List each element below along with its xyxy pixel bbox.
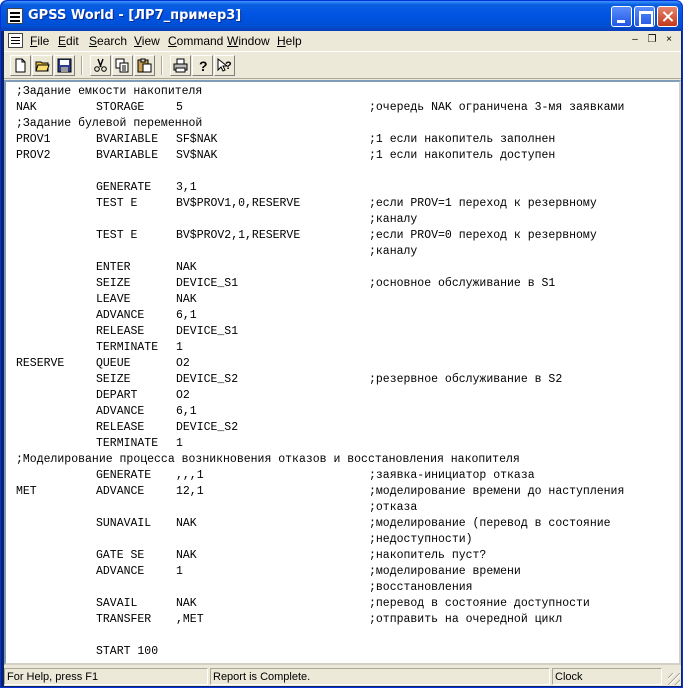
code-comment: ;недоступности) — [369, 533, 473, 546]
code-operation: GENERATE — [96, 469, 152, 482]
code-comment: ;если PROV=1 переход к резервному — [369, 197, 597, 210]
code-line — [6, 452, 679, 468]
code-operation: SEIZE — [96, 373, 131, 386]
code-operand: O2 — [176, 389, 190, 402]
code-comment: ;заявка-инициатор отказа — [369, 469, 535, 482]
open-folder-icon[interactable] — [32, 55, 53, 76]
code-operand: 1 — [176, 437, 183, 450]
mdi-restore-icon[interactable]: ❐ — [647, 34, 657, 45]
code-line — [6, 292, 679, 308]
code-comment: ;очередь NAK ограничена 3-мя заявками — [369, 101, 625, 114]
code-operation: DEPART — [96, 389, 138, 402]
code-comment: ;1 если накопитель заполнен — [369, 133, 556, 146]
code-line — [6, 228, 679, 244]
status-report: Report is Complete. — [210, 668, 550, 685]
cut-icon[interactable] — [90, 55, 111, 76]
code-comment: ;каналу — [369, 213, 418, 226]
code-label: NAK — [16, 101, 37, 114]
code-line — [6, 484, 679, 500]
code-line — [6, 500, 679, 516]
code-operation: ENTER — [96, 261, 131, 274]
code-operation: TERMINATE — [96, 437, 159, 450]
svg-text:?: ? — [225, 60, 232, 72]
code-comment: ;моделирование (перевод в состояние — [369, 517, 611, 530]
code-operand: DEVICE_S1 — [176, 325, 239, 338]
code-operation: START 100 — [96, 645, 159, 658]
maximize-button[interactable] — [634, 6, 655, 27]
code-line — [6, 580, 679, 596]
code-line — [6, 132, 679, 148]
svg-text:?: ? — [199, 58, 208, 73]
code-line — [6, 532, 679, 548]
code-operand: NAK — [176, 517, 197, 530]
code-operation: GATE SE — [96, 549, 145, 562]
status-help-text: For Help, press F1 — [4, 668, 208, 685]
print-icon[interactable] — [170, 55, 191, 76]
code-operation: TERMINATE — [96, 341, 159, 354]
paste-icon[interactable] — [134, 55, 155, 76]
close-button[interactable] — [657, 6, 678, 27]
code-operation: SAVAIL — [96, 597, 138, 610]
client-area — [4, 31, 681, 686]
code-comment: ;перевод в состояние доступности — [369, 597, 590, 610]
code-operand: O2 — [176, 357, 190, 370]
help-icon[interactable] — [192, 55, 213, 76]
code-operand: NAK — [176, 597, 197, 610]
code-operation: QUEUE — [96, 357, 131, 370]
save-icon[interactable] — [54, 55, 75, 76]
code-operand: SV$NAK — [176, 149, 218, 162]
code-operand: NAK — [176, 293, 197, 306]
code-operation: ADVANCE — [96, 405, 145, 418]
code-operation: LEAVE — [96, 293, 131, 306]
code-operand: 6,1 — [176, 405, 197, 418]
code-operand: BV$PROV2,1,RESERVE — [176, 229, 301, 242]
menu-edit[interactable]: Edit — [58, 34, 79, 48]
menu-view[interactable]: View — [134, 34, 160, 48]
code-operation: GENERATE — [96, 181, 152, 194]
code-line — [6, 596, 679, 612]
code-operation: TEST E — [96, 229, 138, 242]
code-operand: 1 — [176, 341, 183, 354]
code-line — [6, 340, 679, 356]
code-operand: NAK — [176, 549, 197, 562]
code-operand: 3,1 — [176, 181, 197, 194]
code-comment: ;восстановления — [369, 581, 473, 594]
code-line — [6, 612, 679, 628]
code-line — [6, 436, 679, 452]
code-operation: BVARIABLE — [96, 133, 159, 146]
menu-help[interactable]: Help — [277, 34, 302, 48]
code-line — [6, 420, 679, 436]
code-line — [6, 372, 679, 388]
mdi-minimize-icon[interactable]: – — [632, 34, 638, 45]
toolbar-separator — [81, 56, 83, 75]
code-operation: RELEASE — [96, 421, 145, 434]
code-operand: 6,1 — [176, 309, 197, 322]
code-line — [6, 644, 679, 660]
code-operand: 12,1 — [176, 485, 204, 498]
window-title: GPSS World - [ЛР7_пример3] — [28, 8, 242, 23]
code-comment-full: ;Задание емкости накопителя — [16, 85, 203, 98]
code-operation: ADVANCE — [96, 309, 145, 322]
code-comment: ;основное обслуживание в S1 — [369, 277, 556, 290]
code-operand: NAK — [176, 261, 197, 274]
code-operand: ,MET — [176, 613, 204, 626]
code-line — [6, 308, 679, 324]
app-icon[interactable] — [7, 8, 23, 24]
code-operand: DEVICE_S1 — [176, 277, 239, 290]
code-operation: RELEASE — [96, 325, 145, 338]
code-operand: 1 — [176, 565, 183, 578]
toolbar-separator — [161, 56, 163, 75]
mdi-close-icon[interactable]: × — [666, 34, 672, 45]
code-comment: ;резервное обслуживание в S2 — [369, 373, 563, 386]
code-label: MET — [16, 485, 37, 498]
status-clock: Clock — [552, 668, 662, 685]
code-comment: ;моделирование времени до наступления — [369, 485, 625, 498]
menu-command[interactable]: Command — [168, 34, 224, 48]
code-line — [6, 404, 679, 420]
status-bar — [4, 667, 681, 686]
code-line — [6, 196, 679, 212]
code-operand: DEVICE_S2 — [176, 373, 239, 386]
code-line — [6, 388, 679, 404]
code-operand: DEVICE_S2 — [176, 421, 239, 434]
code-comment-full: ;Моделирование процесса возникновения отказов и восстановления накопителя — [16, 453, 520, 466]
code-line — [6, 100, 679, 116]
code-operation: STORAGE — [96, 101, 145, 114]
toolbar — [4, 51, 681, 79]
code-operation: TRANSFER — [96, 613, 152, 626]
code-line — [6, 356, 679, 372]
code-comment: ;отказа — [369, 501, 418, 514]
code-line — [6, 84, 679, 100]
code-comment: ;моделирование времени — [369, 565, 521, 578]
copy-icon[interactable] — [112, 55, 133, 76]
code-operand: ,,,1 — [176, 469, 204, 482]
code-editor[interactable] — [4, 80, 681, 665]
code-line — [6, 564, 679, 580]
menu-bar — [4, 31, 681, 51]
code-line — [6, 164, 679, 180]
code-operation: ADVANCE — [96, 485, 145, 498]
resize-grip[interactable] — [668, 673, 680, 685]
document-icon[interactable] — [8, 33, 23, 48]
code-comment: ;отправить на очередной цикл — [369, 613, 563, 626]
code-operand: 5 — [176, 101, 183, 114]
code-line — [6, 548, 679, 564]
menu-search[interactable]: Search — [89, 34, 128, 48]
code-line — [6, 276, 679, 292]
code-line — [6, 244, 679, 260]
code-operation: SEIZE — [96, 277, 131, 290]
code-operation: BVARIABLE — [96, 149, 159, 162]
code-label: RESERVE — [16, 357, 65, 370]
code-operation: TEST E — [96, 197, 138, 210]
code-operand: SF$NAK — [176, 133, 218, 146]
code-line — [6, 628, 679, 644]
code-operation: ADVANCE — [96, 565, 145, 578]
code-line — [6, 180, 679, 196]
code-operation: SUNAVAIL — [96, 517, 152, 530]
code-comment: ;накопитель пуст? — [369, 549, 487, 562]
new-file-icon[interactable] — [10, 55, 31, 76]
menu-file[interactable]: File — [30, 34, 50, 48]
code-label: PROV1 — [16, 133, 51, 146]
code-comment: ;каналу — [369, 245, 418, 258]
menu-window[interactable]: Window — [227, 34, 270, 48]
code-line — [6, 324, 679, 340]
code-operand: BV$PROV1,0,RESERVE — [176, 197, 301, 210]
code-line — [6, 148, 679, 164]
title-bar[interactable] — [1, 1, 683, 31]
code-line — [6, 468, 679, 484]
code-line — [6, 260, 679, 276]
code-comment-full: ;Задание булевой переменной — [16, 117, 203, 130]
code-line — [6, 516, 679, 532]
minimize-button[interactable] — [611, 6, 632, 27]
code-comment: ;1 если накопитель доступен — [369, 149, 556, 162]
code-line — [6, 212, 679, 228]
code-line — [6, 116, 679, 132]
code-comment: ;если PROV=0 переход к резервному — [369, 229, 597, 242]
code-label: PROV2 — [16, 149, 51, 162]
context-help-icon[interactable] — [214, 55, 235, 76]
